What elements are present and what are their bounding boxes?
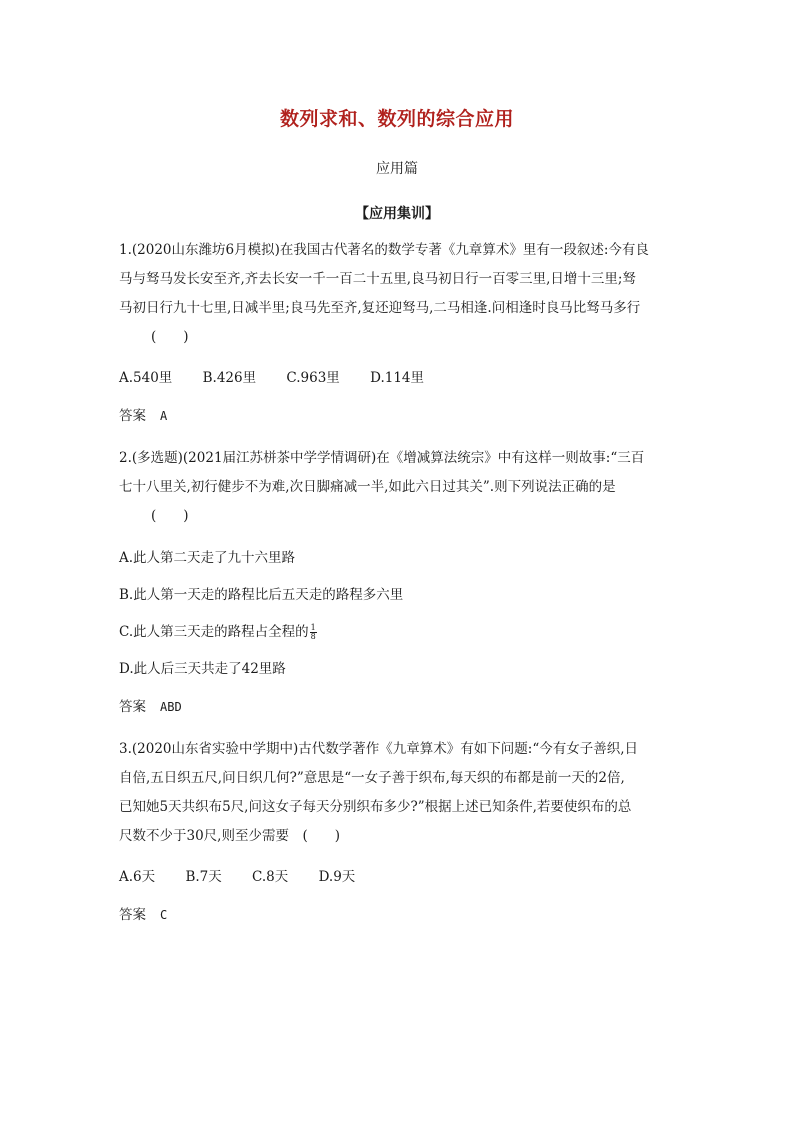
answer-blank: ( ) <box>151 329 189 345</box>
question-stem-line: 尺数不少于30尺,则至少需要 ( ) <box>119 828 341 844</box>
option-row <box>119 867 679 887</box>
option-d: D.9天 <box>318 869 356 885</box>
option-c: C.963里 <box>286 370 340 386</box>
answer-value: A <box>160 409 168 423</box>
question-stem-line: 自倍,五日织五尺,问日织几何?”意思是“一女子善于织布,每天织的布都是前一天的2倍, <box>119 770 625 786</box>
option-a: A.此人第二天走了九十六里路 <box>119 550 296 566</box>
answer-label: 答案 <box>119 408 146 424</box>
question-list <box>119 236 679 925</box>
option-b: B.此人第一天走的路程比后五天走的路程多六里 <box>119 587 404 603</box>
question-stem-line: 1.(2020山东潍坊6月模拟)在我国古代著名的数学专著《九章算术》里有一段叙述:今有良 <box>119 242 649 258</box>
question-stem-line: 3.(2020山东省实验中学期中)古代数学著作《九章算术》有如下问题:“今有女子善织,日 <box>119 741 639 757</box>
option-a: A.6天 <box>119 869 156 885</box>
question-stem-line: 马与驽马发长安至齐,齐去长安一千一百二十五里,良马初日行一百零三里,日增十三里;驽 <box>119 271 636 287</box>
question-2 <box>119 444 679 717</box>
question-stem-line: 马初日行九十七里,日减半里;良马先至齐,复还迎驽马,二马相逢.问相逢时良马比驽马多行 <box>119 300 641 316</box>
answer-label: 答案 <box>119 699 146 715</box>
answer-line <box>119 406 679 426</box>
option-d: D.114里 <box>370 370 425 386</box>
question-stem-line: 已知她5天共织布5尺,问这女子每天分别织布多少?”根据上述已知条件,若要使织布的总 <box>119 799 632 815</box>
fraction-denominator: 8 <box>310 632 316 641</box>
option-b: B.7天 <box>185 869 222 885</box>
section-heading: 【应用集训】 <box>355 206 439 222</box>
answer-line <box>119 697 679 717</box>
page-subtitle: 应用篇 <box>376 161 418 177</box>
page-title: 数列求和、数列的综合应用 <box>279 108 514 130</box>
option-d: D.此人后三天共走了42里路 <box>119 661 286 677</box>
answer-blank: ( ) <box>151 508 189 524</box>
answer-line <box>119 905 679 925</box>
question-1 <box>119 236 679 426</box>
option-c-text: C.此人第三天走的路程占全程的 <box>119 624 309 640</box>
option-c <box>119 622 679 642</box>
fraction-numerator: 1 <box>310 623 316 632</box>
answer-value: ABD <box>160 700 182 714</box>
question-stem-line: 七十八里关,初行健步不为难,次日脚痛减一半,如此六日过其关”.则下列说法正确的是 <box>119 479 616 495</box>
option-b: B.426里 <box>202 370 257 386</box>
fraction <box>310 624 317 641</box>
option-row <box>119 368 679 388</box>
answer-label: 答案 <box>119 907 146 923</box>
option-c: C.8天 <box>252 869 289 885</box>
option-a: A.540里 <box>119 370 173 386</box>
question-3 <box>119 735 679 925</box>
answer-value: C <box>160 908 168 922</box>
question-stem-line: 2.(多选题)(2021届江苏栟茶中学学情调研)在《增减算法统宗》中有这样一则故事:“三百 <box>119 450 645 466</box>
